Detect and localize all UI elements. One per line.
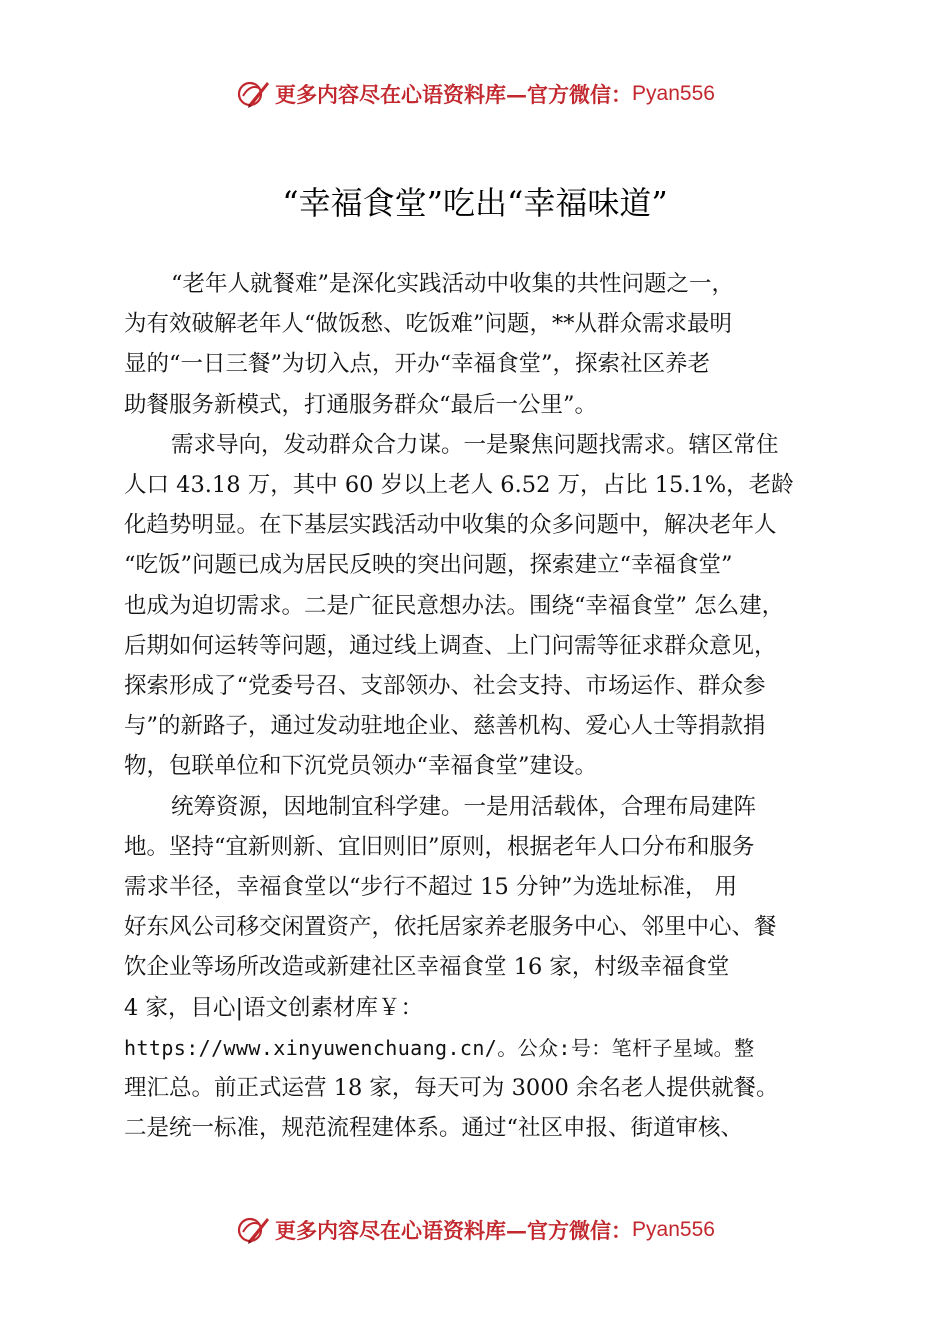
- text-line: 物，包联单位和下沉党员领办“幸福食堂”建设。: [124, 753, 598, 780]
- text-line: “吃饭”问题已成为居民反映的突出问题，探索建立“幸福食堂”: [124, 552, 733, 579]
- paragraph-demand: [124, 425, 844, 787]
- article-body: [124, 264, 844, 1148]
- text-line: 好东风公司移交闲置资产，依托居家养老服务中心、邻里中心、餐: [124, 914, 777, 941]
- text-line: 二是统一标准，规范流程建体系。通过“社区申报、街道审核、: [124, 1115, 744, 1142]
- text-line: 人口 43.18 万，其中 60 岁以上老人 6.52 万，占比 15.1%，老龄: [124, 472, 794, 499]
- text-line: 需求半径，幸福食堂以“步行不超过 15 分钟”为选址标准， 用: [124, 874, 738, 901]
- header-banner: [0, 72, 950, 116]
- url-line[interactable]: https://www.xinyuwenchuang.cn/。公众:号：笔杆子星域。整: [124, 1035, 755, 1060]
- banner-text: 更多内容尽在心语资料库—官方微信：: [275, 82, 633, 107]
- paragraph-intro: [124, 264, 844, 425]
- text-line: 需求导向，发动群众合力谋。一是聚焦问题找需求。辖区常住: [171, 431, 779, 458]
- text-line: 化趋势明显。在下基层实践活动中收集的众多问题中，解决老年人: [124, 512, 777, 539]
- banner-wechat-id: Pyan556: [632, 82, 715, 105]
- banner-wechat-id: Pyan556: [632, 1218, 715, 1241]
- text-line: 显的“一日三餐”为切入点，开办“幸福食堂”，探索社区养老: [124, 351, 711, 378]
- text-line: 地。坚持“宜新则新、宜旧则旧”原则，根据老年人口分布和服务: [124, 833, 755, 860]
- banner-text: 更多内容尽在心语资料库—官方微信：: [275, 1218, 633, 1243]
- text-line: 助餐服务新模式，打通服务群众“最后一公里”。: [124, 391, 598, 418]
- text-line: 4 家，目心|语文创素材库￥：: [124, 994, 424, 1021]
- paragraph-resources: [124, 787, 844, 1149]
- text-line: 为有效破解老年人“做饭愁、吃饭难”问题，**从群众需求最明: [124, 311, 733, 338]
- article-title: “幸福食堂”吃出“幸福味道”: [282, 184, 668, 222]
- footer-banner: [0, 1208, 950, 1252]
- text-line: “老年人就餐难”是深化实践活动中收集的共性问题之一，: [171, 271, 735, 297]
- text-line: 统筹资源，因地制宜科学建。一是用活载体，合理布局建阵: [171, 793, 757, 820]
- text-line: 与”的新路子，通过发动驻地企业、慈善机构、爱心人士等捐款捐: [124, 713, 766, 740]
- text-line: 理汇总。前正式运营 18 家，每天可为 3000 余名老人提供就餐。: [124, 1075, 779, 1102]
- text-line: 饮企业等场所改造或新建社区幸福食堂 16 家，村级幸福食堂: [124, 954, 730, 981]
- text-line: 也成为迫切需求。二是广征民意想办法。围绕“幸福食堂” 怎么建，: [124, 592, 785, 619]
- text-line: 探索形成了“党委号召、支部领办、社会支持、市场运作、群众参: [124, 673, 766, 700]
- pen-logo-icon: [235, 1212, 271, 1248]
- text-line: 后期如何运转等问题，通过线上调查、上门问需等征求群众意见，: [124, 632, 777, 659]
- pen-logo-icon: [235, 76, 271, 112]
